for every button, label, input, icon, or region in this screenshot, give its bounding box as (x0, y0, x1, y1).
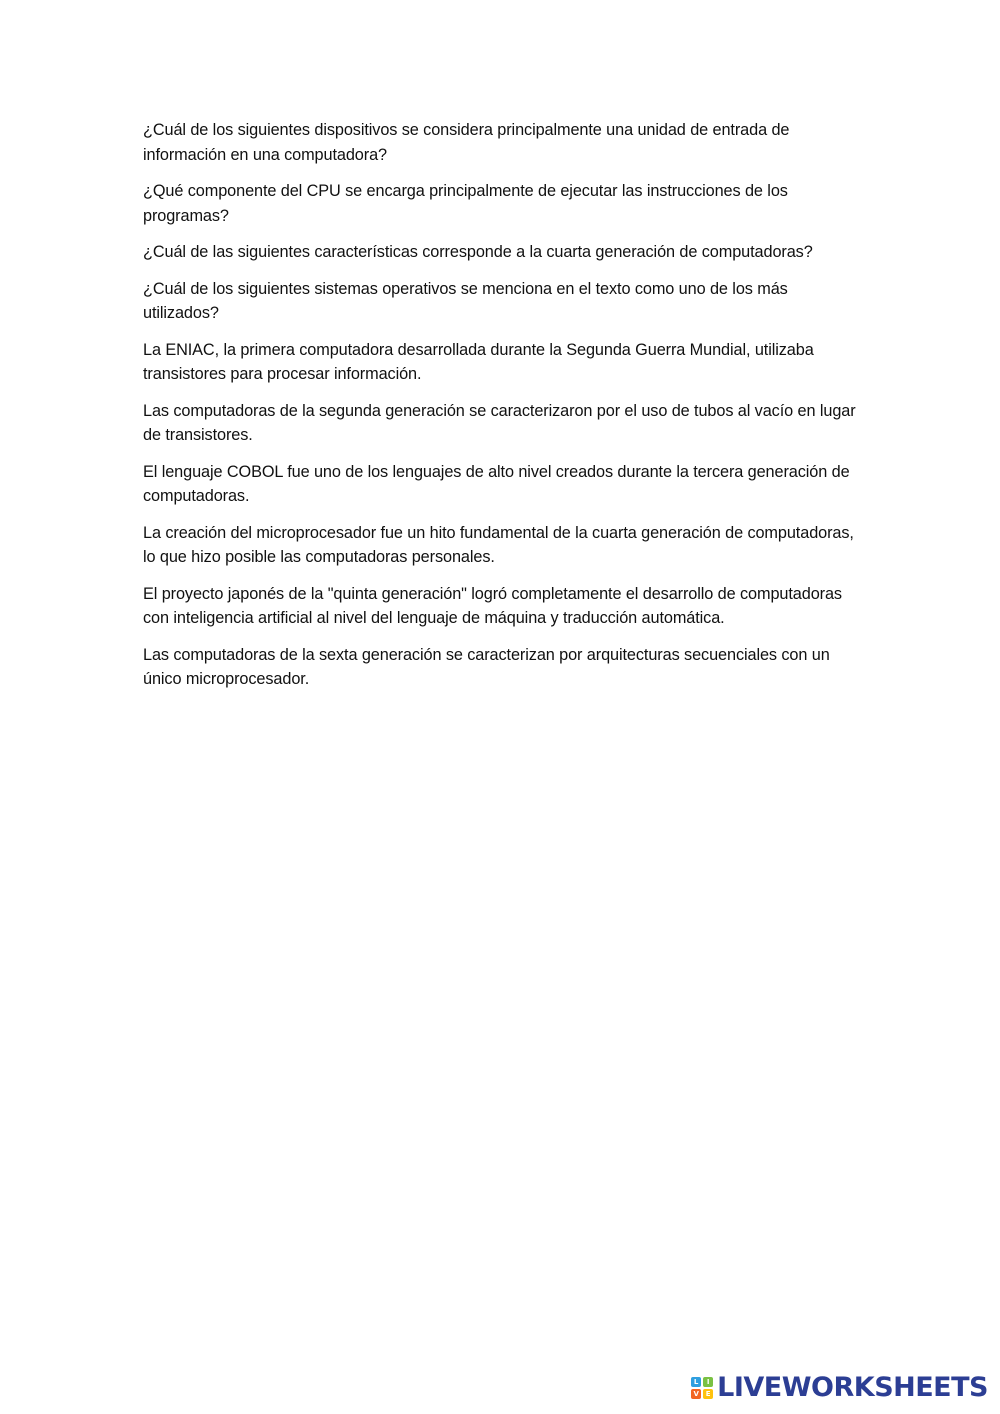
question-2: ¿Qué componente del CPU se encarga principalmente de ejecutar las instrucciones de los programas? (143, 182, 788, 225)
question-8: La creación del microprocesador fue un hito fundamental de la cuarta generación de computadoras, lo que hizo posible las computadoras personales. (143, 523, 854, 566)
logo-mark-letter: V (691, 1389, 701, 1399)
question-9: El proyecto japonés de la "quinta generación" logró completamente el desarrollo de computadoras con inteligencia artificial al nivel del lenguaje de máquina y traducción automática. (143, 584, 842, 627)
logo-mark-icon (691, 1377, 713, 1399)
question-10: Las computadoras de la sexta generación se caracterizan por arquitecturas secuenciales con un único microprocesador. (143, 645, 830, 688)
question-7: El lenguaje COBOL fue uno de los lenguajes de alto nivel creados durante la tercera generación de computadoras. (143, 462, 850, 505)
question-1: ¿Cuál de los siguientes dispositivos se considera principalmente una unidad de entrada de información en una computadora? (143, 121, 790, 164)
question-3: ¿Cuál de las siguientes características corresponde a la cuarta generación de computadoras? (143, 243, 813, 261)
logo-mark-letter: I (703, 1377, 713, 1387)
logo-mark-letter: L (691, 1377, 701, 1387)
logo-text: LIVEWORKSHEETS (717, 1372, 988, 1403)
question-5: La ENIAC, la primera computadora desarrollada durante la Segunda Guerra Mundial, utilizaba transistores para procesar información. (143, 340, 814, 383)
liveworksheets-logo (691, 1372, 988, 1404)
worksheet-content (143, 118, 865, 704)
question-4: ¿Cuál de los siguientes sistemas operativos se menciona en el texto como uno de los más utilizados? (143, 279, 788, 322)
logo-mark-letter: E (703, 1389, 713, 1399)
question-6: Las computadoras de la segunda generación se caracterizaron por el uso de tubos al vacío en lugar de transistores. (143, 401, 856, 444)
